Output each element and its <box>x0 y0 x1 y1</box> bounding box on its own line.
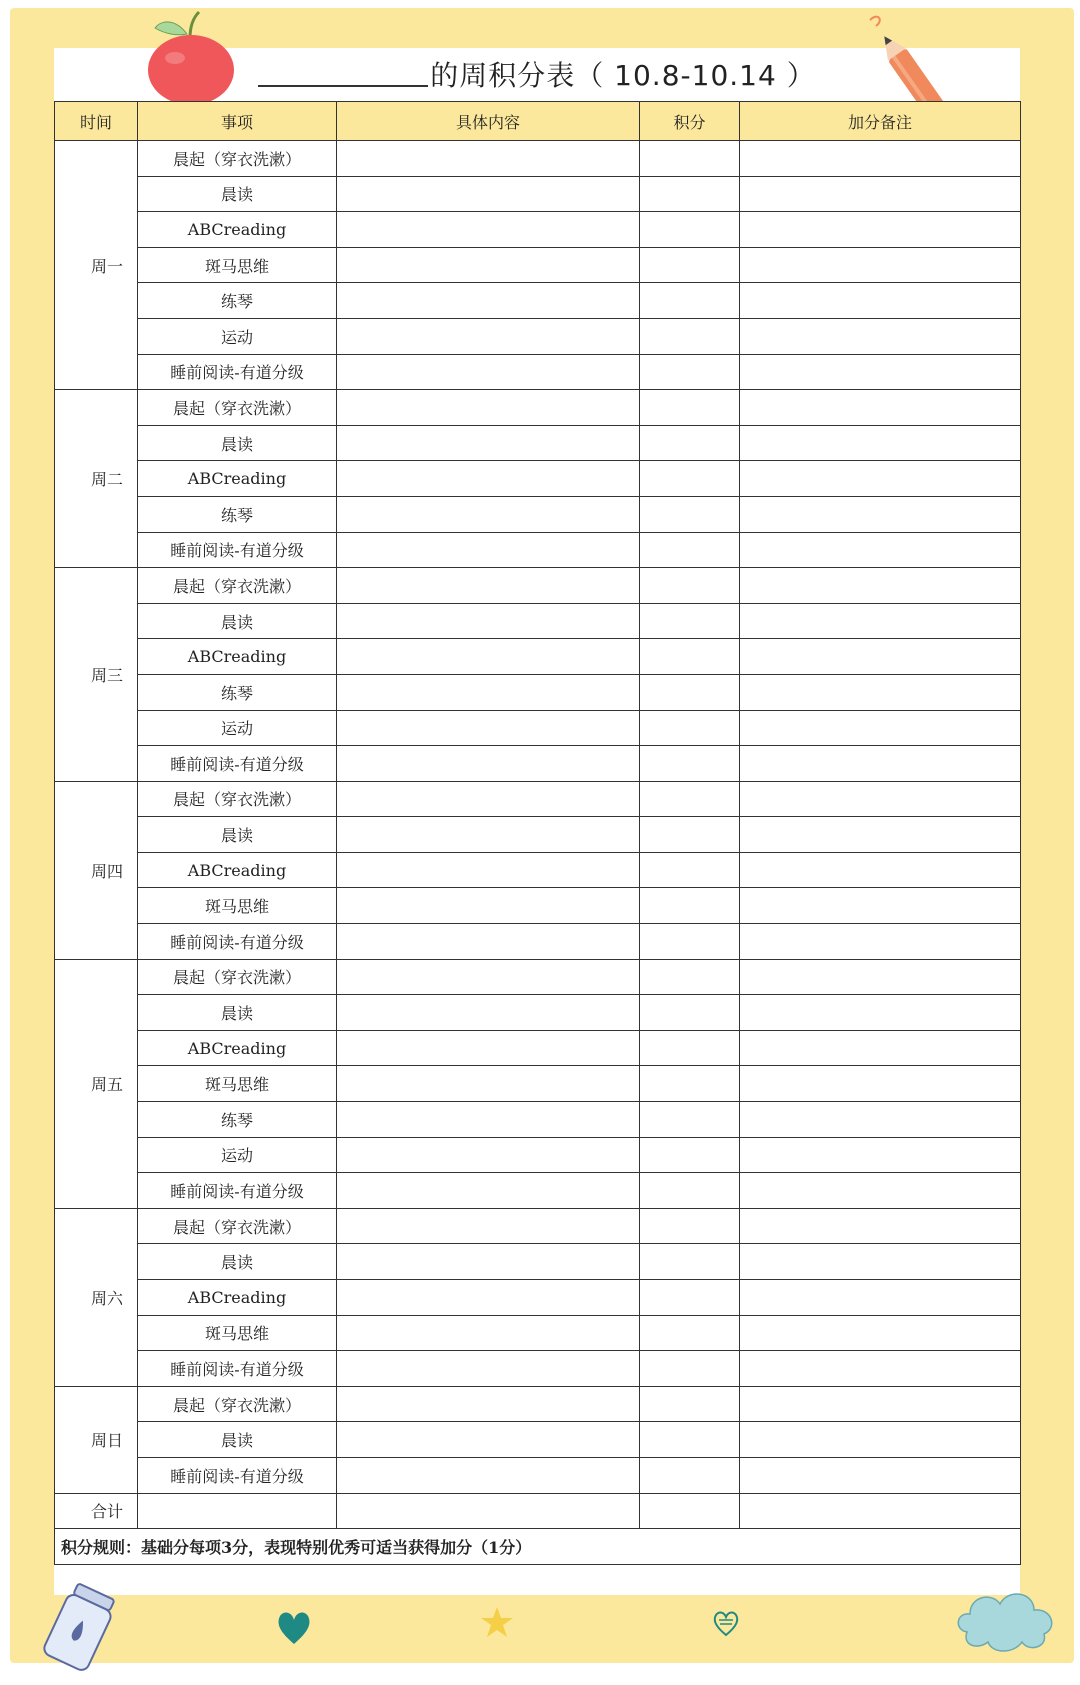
table-row <box>55 461 1021 497</box>
heart-icon <box>274 1608 314 1648</box>
table-row <box>55 1422 1021 1458</box>
table-row <box>55 176 1021 212</box>
remark-cell[interactable] <box>740 710 1021 746</box>
day-label: 周五 <box>55 959 138 1208</box>
remark-cell[interactable] <box>740 247 1021 283</box>
remark-cell[interactable] <box>740 1351 1021 1387</box>
leaf-heart-icon <box>710 1608 742 1638</box>
item-label: 斑马思维 <box>138 1315 337 1351</box>
score-cell[interactable] <box>640 959 740 995</box>
score-cell[interactable] <box>640 568 740 604</box>
content-cell[interactable] <box>337 1457 640 1493</box>
content-cell[interactable] <box>337 959 640 995</box>
content-cell[interactable] <box>337 354 640 390</box>
remark-cell[interactable] <box>740 781 1021 817</box>
remark-cell[interactable] <box>740 283 1021 319</box>
table-row <box>55 496 1021 532</box>
day-label: 周六 <box>55 1208 138 1386</box>
table-row <box>55 212 1021 248</box>
table-row <box>55 390 1021 426</box>
table-row <box>55 674 1021 710</box>
table-row <box>55 283 1021 319</box>
table-row <box>55 1137 1021 1173</box>
score-cell[interactable] <box>640 888 740 924</box>
remark-cell[interactable] <box>740 176 1021 212</box>
content-cell[interactable] <box>337 247 640 283</box>
score-cell[interactable] <box>640 461 740 497</box>
remark-cell[interactable] <box>740 141 1021 177</box>
remark-cell[interactable] <box>740 1457 1021 1493</box>
item-label: 晨起（穿衣洗漱） <box>138 141 337 177</box>
score-cell[interactable] <box>640 995 740 1031</box>
item-label: 练琴 <box>138 496 337 532</box>
day-label: 周日 <box>55 1386 138 1493</box>
table-row <box>55 1244 1021 1280</box>
remark-cell[interactable] <box>740 1386 1021 1422</box>
remark-cell[interactable] <box>740 924 1021 960</box>
item-label: 晨读 <box>138 817 337 853</box>
remark-cell[interactable] <box>740 496 1021 532</box>
content-cell[interactable] <box>337 1137 640 1173</box>
table-row <box>55 1457 1021 1493</box>
content-cell[interactable] <box>337 603 640 639</box>
score-cell[interactable] <box>640 746 740 782</box>
item-label: 运动 <box>138 318 337 354</box>
score-cell[interactable] <box>640 1244 740 1280</box>
score-cell[interactable] <box>640 1066 740 1102</box>
score-cell[interactable] <box>640 1280 740 1316</box>
item-label: 晨读 <box>138 1422 337 1458</box>
table-row <box>55 995 1021 1031</box>
total-label: 合计 <box>55 1493 138 1529</box>
content-cell[interactable] <box>337 568 640 604</box>
item-label: 睡前阅读-有道分级 <box>138 1173 337 1209</box>
content-cell[interactable] <box>337 176 640 212</box>
item-label: 睡前阅读-有道分级 <box>138 1457 337 1493</box>
score-cell[interactable] <box>640 141 740 177</box>
table-row <box>55 781 1021 817</box>
remark-cell[interactable] <box>740 318 1021 354</box>
remark-cell[interactable] <box>740 888 1021 924</box>
table-row <box>55 924 1021 960</box>
item-label: ABCreading <box>138 1030 337 1066</box>
table-row <box>55 888 1021 924</box>
content-cell[interactable] <box>337 1208 640 1244</box>
table-row <box>55 639 1021 675</box>
item-label: 睡前阅读-有道分级 <box>138 924 337 960</box>
score-cell[interactable] <box>640 1137 740 1173</box>
score-cell[interactable] <box>640 639 740 675</box>
item-label: 练琴 <box>138 1102 337 1138</box>
item-label: 晨起（穿衣洗漱） <box>138 390 337 426</box>
score-cell[interactable] <box>640 176 740 212</box>
score-cell[interactable] <box>640 283 740 319</box>
remark-cell[interactable] <box>740 212 1021 248</box>
table-row <box>55 817 1021 853</box>
remark-cell[interactable] <box>740 1102 1021 1138</box>
score-cell[interactable] <box>640 1422 740 1458</box>
remark-cell[interactable] <box>740 425 1021 461</box>
table-row <box>55 247 1021 283</box>
score-cell[interactable] <box>640 781 740 817</box>
table-row <box>55 1030 1021 1066</box>
day-label: 周四 <box>55 781 138 959</box>
item-label: 斑马思维 <box>138 888 337 924</box>
content-cell[interactable] <box>337 1173 640 1209</box>
remark-cell[interactable] <box>740 1030 1021 1066</box>
content-cell[interactable] <box>337 1386 640 1422</box>
item-label: 运动 <box>138 710 337 746</box>
remark-cell[interactable] <box>740 639 1021 675</box>
item-label: 晨起（穿衣洗漱） <box>138 1386 337 1422</box>
content-cell[interactable] <box>337 746 640 782</box>
total-content-cell[interactable] <box>337 1493 640 1529</box>
score-cell[interactable] <box>640 1208 740 1244</box>
score-cell[interactable] <box>640 1030 740 1066</box>
day-label: 周一 <box>55 141 138 390</box>
item-label: ABCreading <box>138 639 337 675</box>
item-label: 睡前阅读-有道分级 <box>138 532 337 568</box>
score-cell[interactable] <box>640 212 740 248</box>
total-item-cell[interactable] <box>138 1493 337 1529</box>
remark-cell[interactable] <box>740 1137 1021 1173</box>
content-cell[interactable] <box>337 1351 640 1387</box>
remark-cell[interactable] <box>740 1315 1021 1351</box>
table-row <box>55 1280 1021 1316</box>
content-cell[interactable] <box>337 461 640 497</box>
header-item: 事项 <box>138 102 337 141</box>
rule-text: 积分规则：基础分每项3分，表现特别优秀可适当获得加分（1分） <box>55 1529 1021 1565</box>
table-row <box>55 318 1021 354</box>
content-cell[interactable] <box>337 639 640 675</box>
day-label: 周三 <box>55 568 138 782</box>
content-cell[interactable] <box>337 924 640 960</box>
score-cell[interactable] <box>640 1102 740 1138</box>
item-label: 睡前阅读-有道分级 <box>138 746 337 782</box>
table-row <box>55 1066 1021 1102</box>
header-score: 积分 <box>640 102 740 141</box>
content-cell[interactable] <box>337 1066 640 1102</box>
score-cell[interactable] <box>640 390 740 426</box>
score-table <box>54 101 1021 1565</box>
item-label: ABCreading <box>138 461 337 497</box>
header-row <box>55 102 1021 141</box>
total-remark-cell[interactable] <box>740 1493 1021 1529</box>
item-label: 晨读 <box>138 425 337 461</box>
score-cell[interactable] <box>640 852 740 888</box>
remark-cell[interactable] <box>740 674 1021 710</box>
table-row <box>55 1315 1021 1351</box>
content-cell[interactable] <box>337 1280 640 1316</box>
item-label: 斑马思维 <box>138 247 337 283</box>
table-row <box>55 532 1021 568</box>
content-cell[interactable] <box>337 1244 640 1280</box>
remark-cell[interactable] <box>740 1173 1021 1209</box>
table-row <box>55 959 1021 995</box>
score-cell[interactable] <box>640 425 740 461</box>
content-cell[interactable] <box>337 390 640 426</box>
score-cell[interactable] <box>640 1457 740 1493</box>
score-cell[interactable] <box>640 603 740 639</box>
content-cell[interactable] <box>337 212 640 248</box>
score-cell[interactable] <box>640 532 740 568</box>
content-cell[interactable] <box>337 1030 640 1066</box>
score-cell[interactable] <box>640 318 740 354</box>
table-row <box>55 710 1021 746</box>
content-cell[interactable] <box>337 318 640 354</box>
bottle-icon <box>40 1582 120 1672</box>
item-label: ABCreading <box>138 212 337 248</box>
content-cell[interactable] <box>337 1315 640 1351</box>
remark-cell[interactable] <box>740 1208 1021 1244</box>
page-title <box>54 48 1020 100</box>
table-row <box>55 852 1021 888</box>
remark-cell[interactable] <box>740 746 1021 782</box>
table-row <box>55 1173 1021 1209</box>
remark-cell[interactable] <box>740 390 1021 426</box>
item-label: 晨起（穿衣洗漱） <box>138 568 337 604</box>
day-label: 周二 <box>55 390 138 568</box>
table-row <box>55 746 1021 782</box>
table-row <box>55 1351 1021 1387</box>
score-cell[interactable] <box>640 1386 740 1422</box>
header-remark: 加分备注 <box>740 102 1021 141</box>
remark-cell[interactable] <box>740 354 1021 390</box>
score-cell[interactable] <box>640 1173 740 1209</box>
table-row <box>55 1102 1021 1138</box>
title-text: 的周积分表（ 10.8-10.14 ） <box>430 59 816 92</box>
cloud-icon <box>952 1582 1062 1657</box>
item-label: 练琴 <box>138 674 337 710</box>
content-cell[interactable] <box>337 283 640 319</box>
remark-cell[interactable] <box>740 1280 1021 1316</box>
star-icon <box>478 1604 516 1642</box>
item-label: 运动 <box>138 1137 337 1173</box>
table-row <box>55 141 1021 177</box>
name-blank[interactable] <box>258 61 428 87</box>
remark-cell[interactable] <box>740 461 1021 497</box>
table-row <box>55 1208 1021 1244</box>
remark-cell[interactable] <box>740 1066 1021 1102</box>
table-row <box>55 354 1021 390</box>
score-cell[interactable] <box>640 247 740 283</box>
remark-cell[interactable] <box>740 568 1021 604</box>
content-cell[interactable] <box>337 141 640 177</box>
score-cell[interactable] <box>640 817 740 853</box>
remark-cell[interactable] <box>740 532 1021 568</box>
item-label: 晨读 <box>138 603 337 639</box>
remark-cell[interactable] <box>740 852 1021 888</box>
remark-cell[interactable] <box>740 1244 1021 1280</box>
item-label: 练琴 <box>138 283 337 319</box>
remark-cell[interactable] <box>740 603 1021 639</box>
item-label: 晨起（穿衣洗漱） <box>138 781 337 817</box>
table-row <box>55 603 1021 639</box>
table-body <box>55 141 1021 1494</box>
content-cell[interactable] <box>337 674 640 710</box>
content-cell[interactable] <box>337 710 640 746</box>
content-cell[interactable] <box>337 1422 640 1458</box>
item-label: 斑马思维 <box>138 1066 337 1102</box>
header-time: 时间 <box>55 102 138 141</box>
score-cell[interactable] <box>640 674 740 710</box>
header-content: 具体内容 <box>337 102 640 141</box>
remark-cell[interactable] <box>740 817 1021 853</box>
score-cell[interactable] <box>640 1351 740 1387</box>
table-row <box>55 568 1021 604</box>
content-cell[interactable] <box>337 852 640 888</box>
content-cell[interactable] <box>337 888 640 924</box>
table-row <box>55 1386 1021 1422</box>
table-row <box>55 425 1021 461</box>
content-cell[interactable] <box>337 817 640 853</box>
remark-cell[interactable] <box>740 1422 1021 1458</box>
remark-cell[interactable] <box>740 959 1021 995</box>
content-cell[interactable] <box>337 532 640 568</box>
score-cell[interactable] <box>640 924 740 960</box>
item-label: 睡前阅读-有道分级 <box>138 354 337 390</box>
item-label: 睡前阅读-有道分级 <box>138 1351 337 1387</box>
content-cell[interactable] <box>337 781 640 817</box>
score-cell[interactable] <box>640 1315 740 1351</box>
remark-cell[interactable] <box>740 995 1021 1031</box>
item-label: 晨读 <box>138 176 337 212</box>
item-label: ABCreading <box>138 852 337 888</box>
content-cell[interactable] <box>337 425 640 461</box>
rule-row <box>55 1529 1021 1565</box>
item-label: 晨起（穿衣洗漱） <box>138 959 337 995</box>
item-label: 晨起（穿衣洗漱） <box>138 1208 337 1244</box>
item-label: 晨读 <box>138 1244 337 1280</box>
score-cell[interactable] <box>640 354 740 390</box>
content-cell[interactable] <box>337 496 640 532</box>
content-cell[interactable] <box>337 1102 640 1138</box>
score-cell[interactable] <box>640 710 740 746</box>
total-score-cell[interactable] <box>640 1493 740 1529</box>
content-cell[interactable] <box>337 995 640 1031</box>
item-label: 晨读 <box>138 995 337 1031</box>
total-row <box>55 1493 1021 1529</box>
item-label: ABCreading <box>138 1280 337 1316</box>
score-cell[interactable] <box>640 496 740 532</box>
